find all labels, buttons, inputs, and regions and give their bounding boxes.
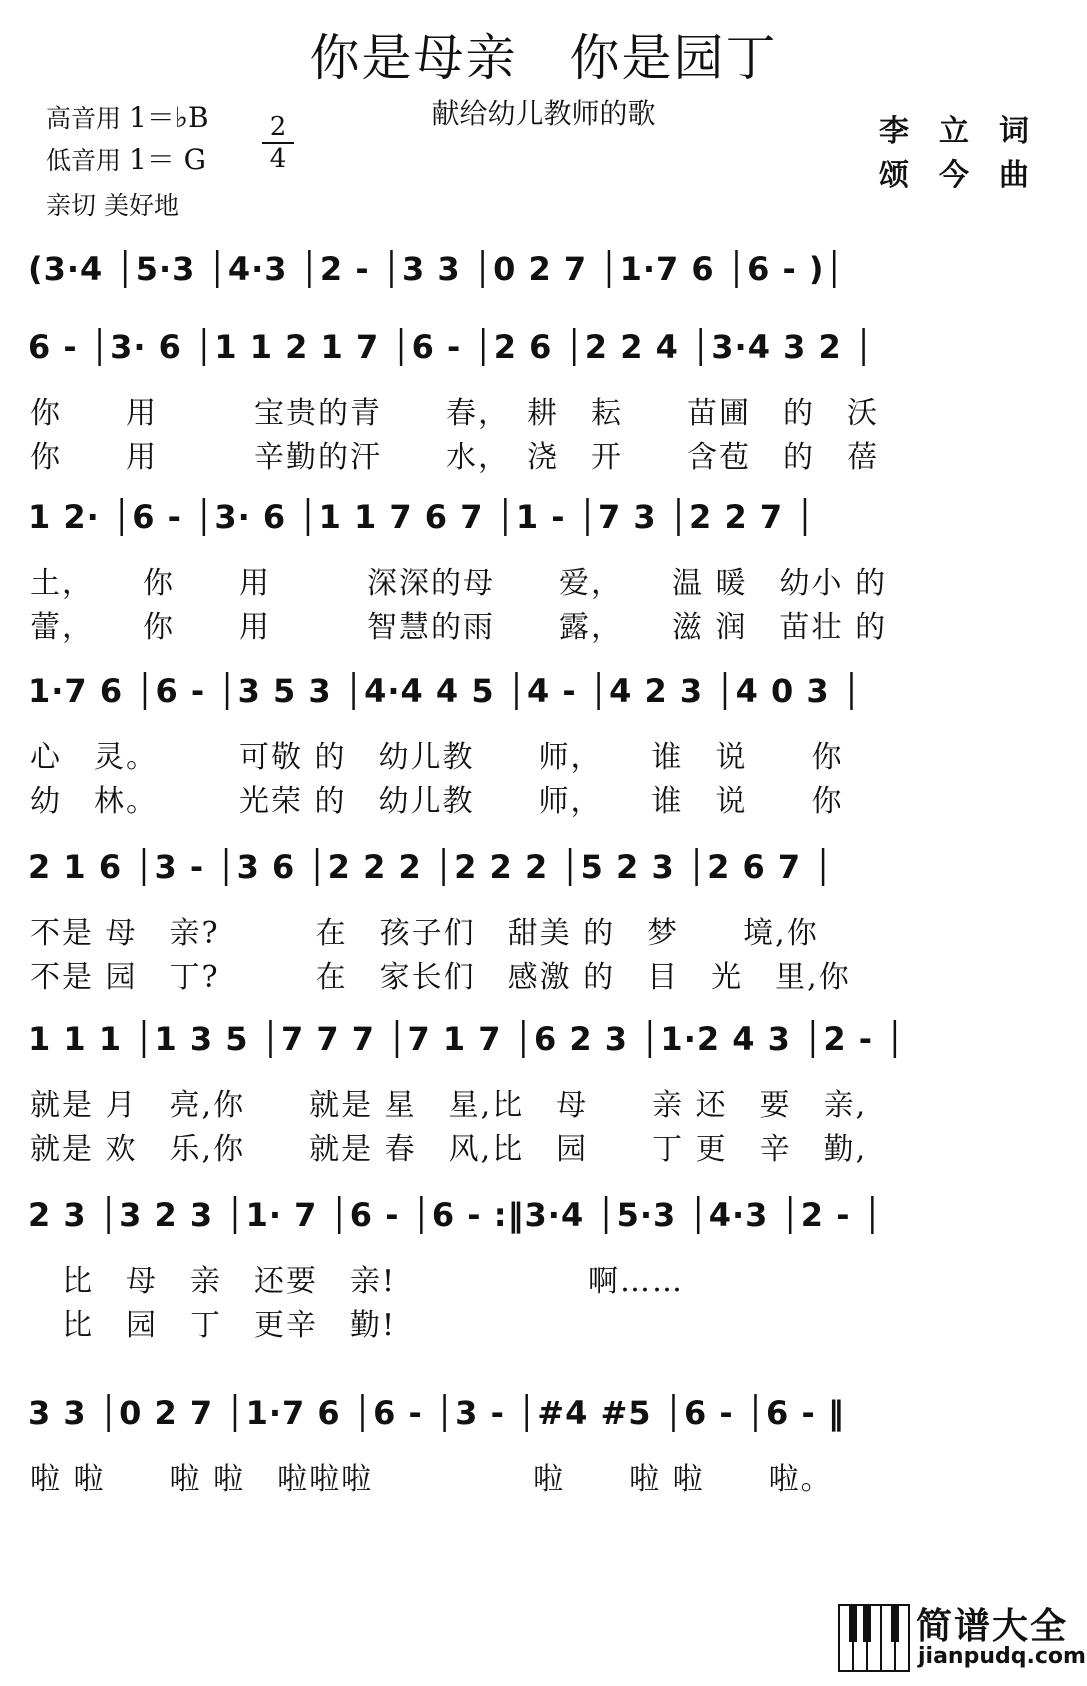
lyric-line: 就是 欢 乐,你 就是 春 风,比 园 丁 更 辛 勤, xyxy=(30,1132,868,1167)
song-title: 你是母亲 你是园丁 xyxy=(309,29,778,87)
lyric-line: 心 灵。 可敬 的 幼儿教 师， 谁 说 你 xyxy=(30,740,844,775)
lyric-line: 不是 母 亲? 在 孩子们 甜美 的 梦 境,你 xyxy=(30,916,819,951)
notation-row: (3·4 │5·3 │4·3 │2 - │3 3 │0 2 7 │1·7 6 │6 - )│ xyxy=(28,250,845,288)
lyric-line: 蕾， 你 用 智慧的雨 露， 滋 润 苗壮 的 xyxy=(30,610,888,645)
lyric-line: 比 园 丁 更辛 勤! xyxy=(30,1308,397,1343)
notation-row: 1 1 1 │1 3 5 │7 7 7 │7 1 7 │6 2 3 │1·2 4 3 │2 - │ xyxy=(28,1020,906,1058)
notation-row: 6 - │3· 6 │1 1 2 1 7 │6 - │2 6 │2 2 4 │3·4 3 2 │ xyxy=(28,328,875,366)
notation-row: 1 2· │6 - │3· 6 │1 1 7 6 7 │1 - │7 3 │2 2 7 │ xyxy=(28,498,816,536)
time-signature xyxy=(258,112,298,174)
notation-row: 2 1 6 │3 - │3 6 │2 2 2 │2 2 2 │5 2 3 │2 6 7 │ xyxy=(28,848,834,886)
lyricist-credit: 李立词 xyxy=(879,114,1059,149)
key-high-value: 1＝♭B xyxy=(128,101,209,134)
notation-row: 2 3 │3 2 3 │1· 7 │6 - │6 - :‖3·4 │5·3 │4·3 │2 - │ xyxy=(28,1196,883,1234)
notation-row: 1·7 6 │6 - │3 5 3 │4·4 4 5 │4 - │4 2 3 │4 0 3 │ xyxy=(28,672,863,710)
key-high-label: 高音用 xyxy=(46,104,122,133)
watermark-logo xyxy=(838,1598,1086,1676)
lyric-line: 你 用 辛勤的汗 水， 浇 开 含苞 的 蓓 xyxy=(30,440,879,475)
key-low-value: 1＝ G xyxy=(128,143,207,176)
song-subtitle: 献给幼儿教师的歌 xyxy=(431,97,656,130)
piano-keys-icon xyxy=(838,1604,910,1672)
time-top: 2 xyxy=(269,112,287,142)
watermark-name: 简谱大全 xyxy=(916,1606,1069,1647)
lyric-line: 就是 月 亮,你 就是 星 星,比 母 亲 还 要 亲, xyxy=(30,1088,868,1123)
lyric-line: 幼 林。 光荣 的 幼儿教 师， 谁 说 你 xyxy=(30,784,844,819)
lyric-line: 不是 园 丁? 在 家长们 感激 的 目 光 里,你 xyxy=(30,960,851,995)
lyric-line: 土， 你 用 深深的母 爱， 温 暖 幼小 的 xyxy=(30,566,888,601)
key-low-label: 低音用 xyxy=(46,146,122,175)
key-low xyxy=(46,138,206,178)
time-bottom: 4 xyxy=(269,144,287,174)
composer-credit: 颂今曲 xyxy=(879,158,1059,193)
lyric-line: 比 母 亲 还要 亲! 啊…… xyxy=(30,1264,685,1299)
lyric-line: 啦 啦 啦 啦 啦啦啦 啦 啦 啦 啦。 xyxy=(30,1462,833,1497)
watermark-url: jianpudq.com xyxy=(918,1644,1086,1669)
notation-row: 3 3 │0 2 7 │1·7 6 │6 - │3 - │#4 #5 │6 - │6 - ‖ xyxy=(28,1394,845,1432)
key-high xyxy=(46,96,209,136)
lyric-line: 你 用 宝贵的青 春， 耕 耘 苗圃 的 沃 xyxy=(30,396,879,431)
tempo-marking: 亲切 美好地 xyxy=(46,191,179,220)
